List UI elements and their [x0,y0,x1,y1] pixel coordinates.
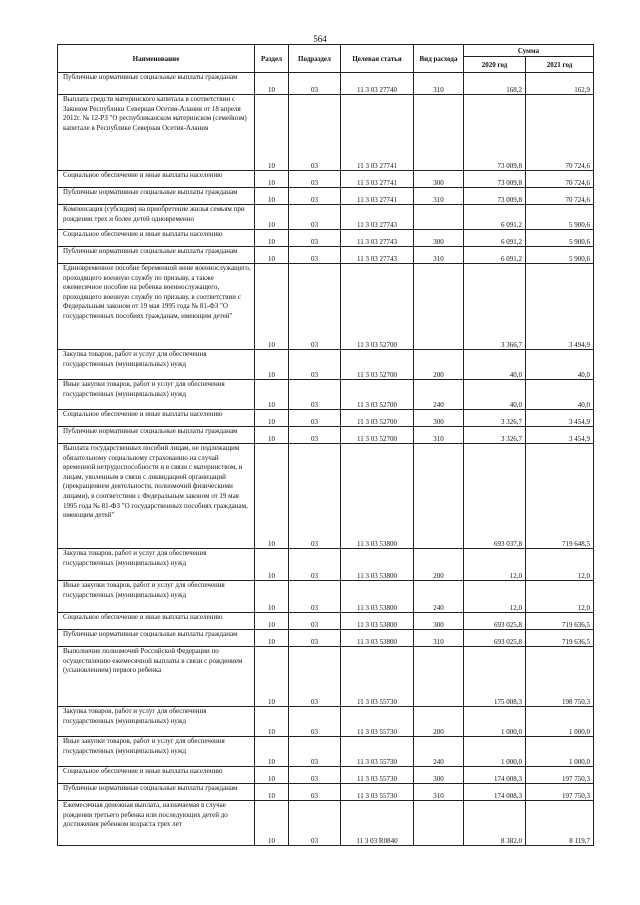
row-section: 10 [255,767,289,784]
table-row [58,427,594,444]
row-target: 11 3 03 53800 [341,630,414,647]
row-target: 11 3 03 52700 [341,350,414,380]
row-subsection: 03 [289,549,341,581]
row-section: 10 [255,230,289,247]
row-section: 10 [255,427,289,444]
row-amount-2020: 168,2 [464,73,526,95]
row-section: 10 [255,188,289,205]
row-target: 11 3 03 55730 [341,767,414,784]
table-row [58,171,594,188]
row-section: 10 [255,247,289,264]
row-amount-2020: 175 008,3 [464,647,526,707]
row-expense-type: 300 [414,410,464,427]
row-target: 11 3 03 55730 [341,647,414,707]
row-section: 10 [255,95,289,171]
row-subsection: 03 [289,427,341,444]
row-amount-2020: 73 009,8 [464,171,526,188]
row-amount-2020: 693 037,8 [464,444,526,549]
row-amount-2021: 5 900,6 [526,247,594,264]
row-target: 11 3 03 27741 [341,188,414,205]
row-amount-2021: 70 724,6 [526,95,594,171]
row-subsection: 03 [289,444,341,549]
row-section: 10 [255,613,289,630]
row-subsection: 03 [289,95,341,171]
row-section: 10 [255,410,289,427]
row-section: 10 [255,350,289,380]
row-target: 11 3 03 52700 [341,410,414,427]
row-amount-2021: 719 636,5 [526,613,594,630]
header-target: Целевая статья [341,45,414,73]
row-amount-2020: 8 382,0 [464,801,526,846]
header-expense-type: Вид расхода [414,45,464,73]
row-target: 11 3 03 27741 [341,95,414,171]
row-amount-2021: 40,0 [526,380,594,410]
row-name: Единовременное пособие беременной жене военнослужащего, проходящего военную службу по призыву, а также ежемесячное пособие на ребенка военнослужащего, проходящего военную службу по призыву, в соответствии с Федеральным законом от 19 мая 1995 года № 81-ФЗ "О государственных пособиях гражданам, имеющим детей" [58,264,255,350]
row-name: Публичные нормативные социальные выплаты гражданам [58,73,255,95]
row-amount-2021: 197 750,3 [526,767,594,784]
table-row [58,230,594,247]
row-subsection: 03 [289,707,341,737]
table-row [58,801,594,846]
row-amount-2021: 197 750,3 [526,784,594,801]
row-expense-type: 200 [414,707,464,737]
header-sum: Сумма [464,45,594,57]
table-row [58,444,594,549]
row-subsection: 03 [289,264,341,350]
row-amount-2020: 12,0 [464,581,526,613]
row-name: Публичные нормативные социальные выплаты гражданам [58,188,255,205]
row-amount-2021: 12,0 [526,581,594,613]
header-section: Раздел [255,45,289,73]
row-amount-2020: 3 326,7 [464,410,526,427]
row-amount-2020: 693 025,8 [464,613,526,630]
row-amount-2021: 1 000,0 [526,737,594,767]
row-amount-2020: 73 009,8 [464,188,526,205]
row-target: 11 3 03 55730 [341,707,414,737]
row-section: 10 [255,380,289,410]
table-row [58,630,594,647]
row-subsection: 03 [289,801,341,846]
row-amount-2021: 719 648,5 [526,444,594,549]
page-number: 564 [313,34,327,44]
row-expense-type: 310 [414,247,464,264]
row-expense-type: 240 [414,737,464,767]
row-name: Закупка товаров, работ и услуг для обеспечения государственных (муниципальных) нужд [58,707,255,737]
table-row [58,784,594,801]
row-expense-type: 240 [414,380,464,410]
row-subsection: 03 [289,767,341,784]
row-target: 11 3 03 27741 [341,171,414,188]
row-expense-type: 310 [414,784,464,801]
row-expense-type: 310 [414,427,464,444]
row-expense-type: 200 [414,350,464,380]
row-name: Социальное обеспечение и иные выплаты населению [58,767,255,784]
row-amount-2021: 3 454,9 [526,427,594,444]
row-subsection: 03 [289,73,341,95]
row-expense-type: 200 [414,549,464,581]
row-section: 10 [255,581,289,613]
row-expense-type: 300 [414,613,464,630]
row-target: 11 3 03 52700 [341,380,414,410]
table-row [58,581,594,613]
row-amount-2021: 3 494,9 [526,264,594,350]
row-name: Публичные нормативные социальные выплаты гражданам [58,784,255,801]
row-expense-type: 300 [414,230,464,247]
row-target: 11 3 03 55730 [341,737,414,767]
row-expense-type: 300 [414,767,464,784]
header-2021: 2021 год [526,57,594,73]
row-amount-2021: 12,0 [526,549,594,581]
table-row [58,73,594,95]
row-amount-2020: 1 000,0 [464,707,526,737]
row-target: 11 3 03 53800 [341,613,414,630]
row-name: Компенсация (субсидия) на приобретение жилья семьям при рождении трех и более детей одновременно [58,205,255,230]
row-section: 10 [255,784,289,801]
row-expense-type [414,95,464,171]
row-amount-2020: 174 008,3 [464,784,526,801]
row-amount-2020: 12,0 [464,549,526,581]
row-subsection: 03 [289,350,341,380]
row-section: 10 [255,171,289,188]
row-section: 10 [255,73,289,95]
row-expense-type [414,264,464,350]
row-subsection: 03 [289,784,341,801]
row-expense-type [414,205,464,230]
row-target: 11 3 03 53800 [341,581,414,613]
row-expense-type: 240 [414,581,464,613]
row-name: Социальное обеспечение и иные выплаты населению [58,410,255,427]
table-row [58,549,594,581]
row-amount-2020: 6 091,2 [464,205,526,230]
row-amount-2020: 40,0 [464,350,526,380]
row-subsection: 03 [289,410,341,427]
row-amount-2021: 3 454,9 [526,410,594,427]
row-subsection: 03 [289,205,341,230]
row-amount-2020: 3 366,7 [464,264,526,350]
row-amount-2020: 73 009,8 [464,95,526,171]
row-name: Закупка товаров, работ и услуг для обеспечения государственных (муниципальных) нужд [58,549,255,581]
row-name: Публичные нормативные социальные выплаты гражданам [58,247,255,264]
row-amount-2021: 70 724,6 [526,188,594,205]
row-section: 10 [255,737,289,767]
row-target: 11 3 03 R0840 [341,801,414,846]
row-amount-2021: 719 636,5 [526,630,594,647]
row-section: 10 [255,647,289,707]
row-name: Иные закупки товаров, работ и услуг для обеспечения государственных (муниципальных) нужд [58,737,255,767]
row-target: 11 3 03 27743 [341,205,414,230]
row-name: Закупка товаров, работ и услуг для обеспечения государственных (муниципальных) нужд [58,350,255,380]
table-row [58,737,594,767]
table-row [58,264,594,350]
table-row [58,247,594,264]
row-section: 10 [255,630,289,647]
row-subsection: 03 [289,613,341,630]
table-row [58,188,594,205]
row-amount-2020: 3 326,7 [464,427,526,444]
row-subsection: 03 [289,171,341,188]
row-subsection: 03 [289,581,341,613]
row-section: 10 [255,801,289,846]
row-target: 11 3 03 27740 [341,73,414,95]
row-expense-type [414,647,464,707]
row-name: Выполнение полномочий Российской Федерации по осуществлению ежемесячной выплаты в связи с рождением (усыновлением) первого ребенка [58,647,255,707]
row-amount-2021: 8 119,7 [526,801,594,846]
budget-table [57,44,594,846]
table-row [58,410,594,427]
row-subsection: 03 [289,188,341,205]
row-name: Публичные нормативные социальные выплаты гражданам [58,630,255,647]
row-target: 11 3 03 53800 [341,549,414,581]
row-amount-2021: 70 724,6 [526,171,594,188]
row-name: Иные закупки товаров, работ и услуг для обеспечения государственных (муниципальных) нужд [58,380,255,410]
row-amount-2020: 6 091,2 [464,247,526,264]
row-target: 11 3 03 55730 [341,784,414,801]
row-subsection: 03 [289,737,341,767]
row-amount-2020: 693 025,8 [464,630,526,647]
row-amount-2020: 6 091,2 [464,230,526,247]
row-expense-type: 310 [414,188,464,205]
row-section: 10 [255,549,289,581]
row-name: Выплата средств материнского капитала в соответствии с Законом Республики Северная Осетия-Алания от 18 апреля 2012г. № 12-РЗ "О республиканском материнском (семейном) капитале в Республике Северная Осетия-Алания [58,95,255,171]
row-section: 10 [255,205,289,230]
row-name: Иные закупки товаров, работ и услуг для обеспечения государственных (муниципальных) нужд [58,581,255,613]
table-row [58,647,594,707]
row-subsection: 03 [289,630,341,647]
table-row [58,95,594,171]
row-subsection: 03 [289,247,341,264]
table-row [58,205,594,230]
table-row [58,350,594,380]
header-subsection: Подраздел [289,45,341,73]
row-expense-type: 300 [414,171,464,188]
row-name: Публичные нормативные социальные выплаты гражданам [58,427,255,444]
row-amount-2021: 5 900,6 [526,205,594,230]
row-subsection: 03 [289,647,341,707]
row-amount-2020: 174 008,3 [464,767,526,784]
header-name: Наименование [58,45,255,73]
row-expense-type: 310 [414,73,464,95]
row-amount-2021: 40,0 [526,350,594,380]
table-row [58,767,594,784]
table-row [58,613,594,630]
table-row [58,380,594,410]
row-section: 10 [255,707,289,737]
row-target: 11 3 03 52700 [341,264,414,350]
row-amount-2021: 1 000,0 [526,707,594,737]
row-target: 11 3 03 53800 [341,444,414,549]
row-target: 11 3 03 27743 [341,247,414,264]
row-amount-2020: 40,0 [464,380,526,410]
row-section: 10 [255,264,289,350]
row-name: Выплата государственных пособий лицам, не подлежащим обязательному социальному страхованию на случай временной нетрудоспособности и в связи с материнством, и лицам, уволенным в связи с ликвидацией организаций (прекращением деятельности, полномочий физическими лицами), в соответствии с Федеральным законом от 19 мая 1995 года № 81-ФЗ "О государственных пособиях гражданам, имеющим детей" [58,444,255,549]
row-expense-type [414,444,464,549]
row-amount-2021: 5 900,6 [526,230,594,247]
row-subsection: 03 [289,230,341,247]
row-section: 10 [255,444,289,549]
row-subsection: 03 [289,380,341,410]
header-2020: 2020 год [464,57,526,73]
row-expense-type [414,801,464,846]
row-amount-2021: 162,9 [526,73,594,95]
row-amount-2020: 1 000,0 [464,737,526,767]
row-amount-2021: 198 750,3 [526,647,594,707]
row-name: Социальное обеспечение и иные выплаты населению [58,613,255,630]
row-target: 11 3 03 27743 [341,230,414,247]
table-row [58,707,594,737]
row-expense-type: 310 [414,630,464,647]
row-name: Социальное обеспечение и иные выплаты населению [58,230,255,247]
row-target: 11 3 03 52700 [341,427,414,444]
row-name: Социальное обеспечение и иные выплаты населению [58,171,255,188]
row-name: Ежемесячная денежная выплата, назначаемая в случае рождения третьего ребенка или последующих детей до достижения ребенком возраста трех лет [58,801,255,846]
